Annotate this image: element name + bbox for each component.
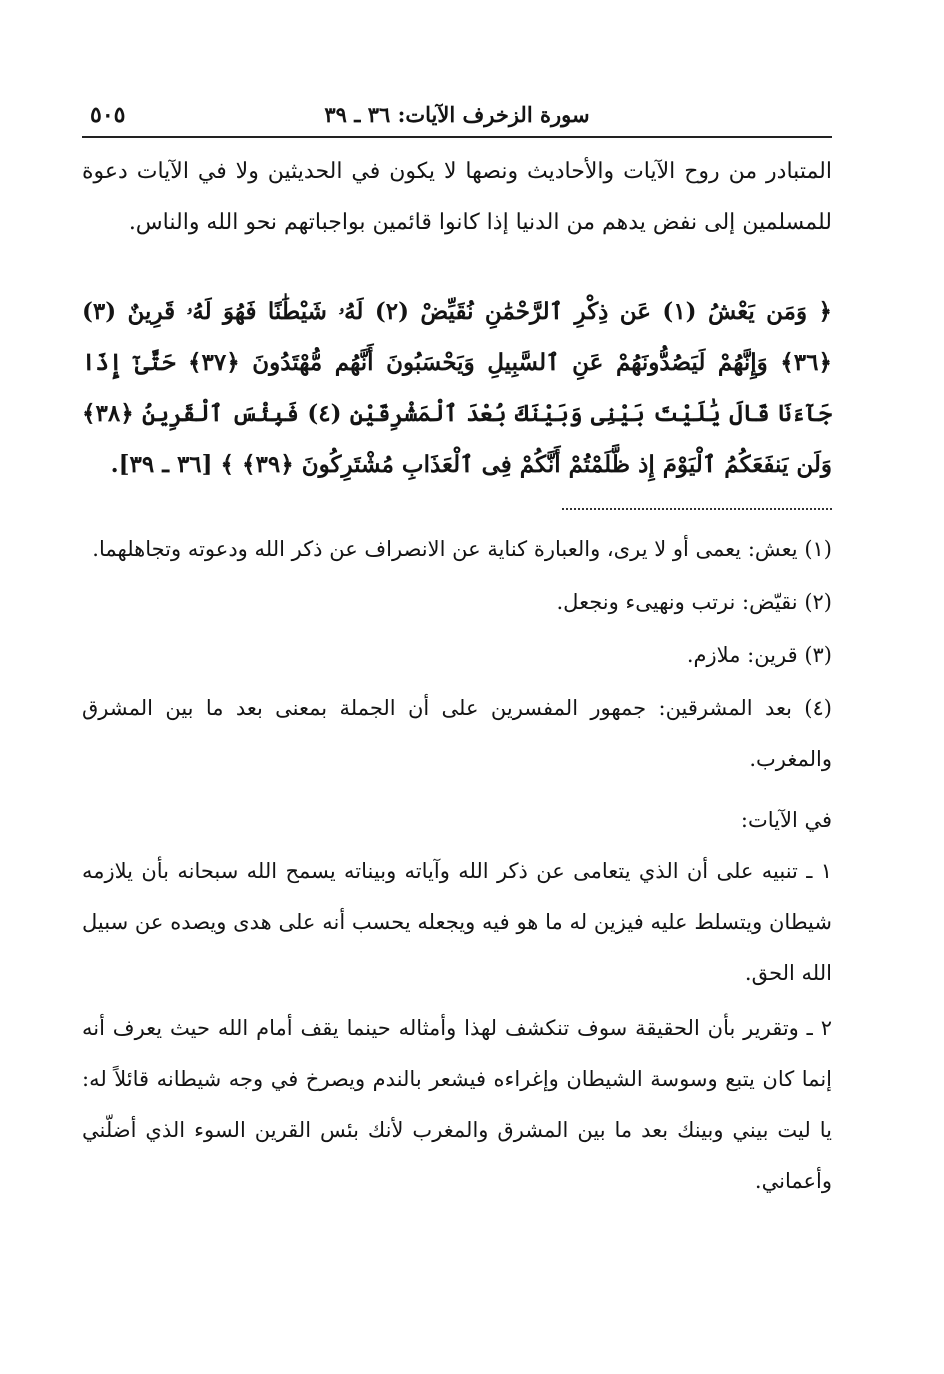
section-heading: في الآيات: [740, 808, 832, 832]
footnote-separator [562, 508, 832, 510]
verses-text: ﴿ وَمَن يَعْشُ (١) عَن ذِكْرِ ٱلرَّحْمَٰنِ نُقَيِّضْ (٢) لَهُۥ شَيْطَٰنًا فَهُوَ لَهُۥ قَرِينٌ (٣) ﴿٣٦﴾ وَإِنَّهُمْ لَيَصُدُّونَهُمْ عَنِ ٱلسَّبِيلِ وَيَحْسَبُونَ أَنَّهُم مُّهْتَدُونَ ﴿٣٧﴾ حَتَّىٰٓ إِذَا جَآءَنَا قَالَ يَٰلَيْتَ بَيْنِى وَبَيْنَكَ بُعْدَ ٱلْمَشْرِقَيْنِ (٤) فَبِئْسَ ٱلْقَرِينُ ﴿٣٨﴾ وَلَن يَنفَعَكُمُ ٱلْيَوْمَ إِذ ظَّلَمْتُمْ أَنَّكُمْ فِى ٱلْعَذَابِ مُشْتَرِكُونَ ﴿٣٩﴾ ﴾ [٣٦ ـ ٣٩]. [82, 298, 832, 478]
quran-verses [82, 286, 832, 490]
point-1: ١ ـ تنبيه على أن الذي يتعامى عن ذكر الله وآياته وبيناته يسمح الله سبحانه بأن يلازمه شيطان ويتسلط عليه فيزين له ما هو فيه ويجعله يحسب أنه على هدى ويصده عن سبيل الله الحق. [82, 859, 832, 985]
point-2: ٢ ـ وتقرير بأن الحقيقة سوف تنكشف لهذا وأمثاله حينما يقف أمام الله حيث يعرف أنه إنما كان يتبع وسوسة الشيطان وإغراءه فيشعر بالندم ويصرخ في وجه شيطانه قائلاً له: يا ليت بيني وبينك بعد ما بين المشرق والمغرب لأنك بئس القرين السوء الذي أضلّني وأعماني. [82, 1016, 832, 1193]
footnote-2: (٢) نقيّض: نرتب ونهيىء ونجعل. [556, 590, 832, 614]
intro-paragraph: المتبادر من روح الآيات والأحاديث ونصها لا يكون في الحديثين ولا في الآيات دعوة للمسلمين إلى نفض يدهم من الدنيا إذا كانوا قائمين بواجباتهم نحو الله والناس. [82, 159, 832, 235]
running-title: سورة الزخرف الآيات: ٣٦ ـ ٣٩ [324, 102, 590, 127]
page-number: ٥٠٥ [90, 102, 126, 128]
footnotes [82, 524, 832, 785]
footnote-3: (٣) قرين: ملازم. [686, 643, 832, 667]
book-page [82, 96, 832, 1211]
footnote-1: (١) يعش: يعمى أو لا يرى، والعبارة كناية عن الانصراف عن ذكر الله ودعوته وتجاهلهما. [92, 537, 832, 561]
page-header [82, 96, 832, 138]
footnote-4: (٤) بعد المشرقين: جمهور المفسرين على أن الجملة بمعنى بعد ما بين المشرق والمغرب. [82, 696, 832, 771]
